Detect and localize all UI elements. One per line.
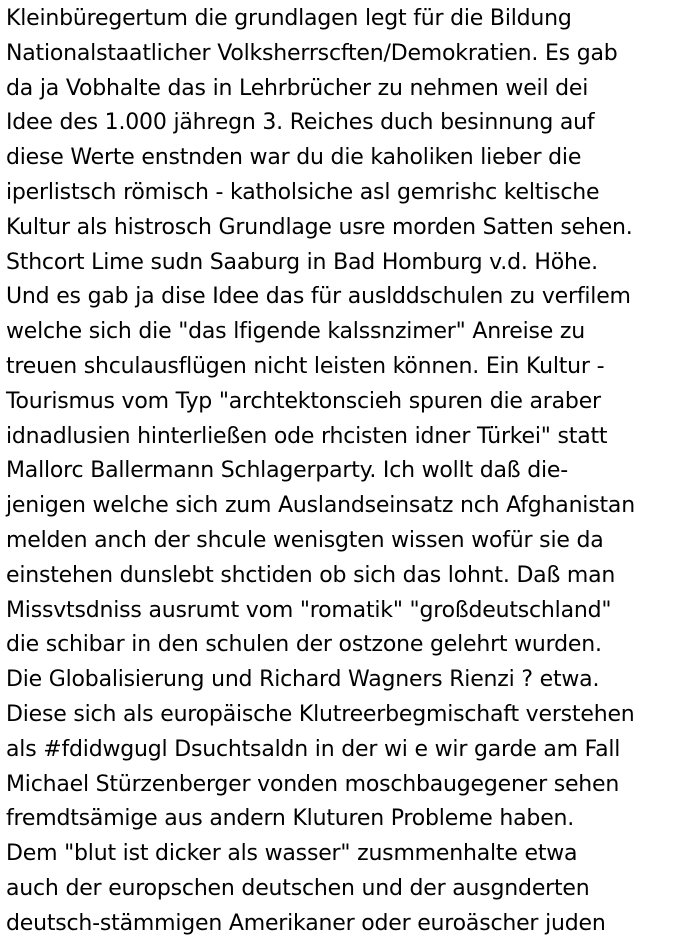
text-line: Missvtsdniss ausrumt vom "romatik" "großdeutschland" bbox=[6, 597, 612, 623]
text-line: Die Globalisierung und Richard Wagners Rienzi ? etwa. bbox=[6, 667, 600, 693]
document-text bbox=[6, 2, 682, 942]
text-line: Sthcort Lime sudn Saaburg in Bad Homburg v.d. Höhe. bbox=[6, 249, 598, 275]
text-line: deutsch-stämmigen Amerikaner oder euroäscher juden bbox=[6, 910, 606, 936]
text-line: Idee des 1.000 jähregn 3. Reiches duch besinnung auf bbox=[6, 110, 595, 136]
text-line: idnadlusien hinterließen ode rhcisten idner Türkei" statt bbox=[6, 423, 608, 449]
text-line: als #fdidwgugl Dsuchtsaldn in der wi e wir garde am Fall bbox=[6, 736, 621, 762]
text-line: Dem "blut ist dicker als wasser" zusmmenhalte etwa bbox=[6, 841, 578, 867]
text-line: jenigen welche sich zum Auslandseinsatz nch Afghanistan bbox=[6, 493, 635, 519]
text-line: Kultur als histrosch Grundlage usre morden Satten sehen. bbox=[6, 214, 633, 240]
text-line: die schibar in den schulen der ostzone gelehrt wurden. bbox=[6, 632, 602, 658]
text-line: Und es gab ja dise Idee das für auslddschulen zu verfilem bbox=[6, 284, 631, 310]
text-line: auch der europschen deutschen und der ausgnderten bbox=[6, 875, 590, 901]
text-line: fremdtsämige aus andern Kluturen Probleme haben. bbox=[6, 806, 575, 832]
text-line: da ja Vobhalte das in Lehrbrücher zu nehmen weil dei bbox=[6, 75, 589, 101]
text-line: Mallorc Ballermann Schlagerparty. Ich wollt daß die- bbox=[6, 458, 568, 484]
text-line: einstehen dunslebt shctiden ob sich das lohnt. Daß man bbox=[6, 562, 616, 588]
text-line: melden anch der shcule wenisgten wissen wofür sie da bbox=[6, 527, 604, 553]
text-line: iperlistsch römisch - katholsiche asl gemrishc keltische bbox=[6, 179, 600, 205]
text-line: welche sich die "das lfigende kalssnzimer" Anreise zu bbox=[6, 319, 586, 345]
text-line: Diese sich als europäische Klutreerbegmischaft verstehen bbox=[6, 701, 635, 727]
text-line: diese Werte enstnden war du die kaholiken lieber die bbox=[6, 145, 582, 171]
text-line: treuen shculausflügen nicht leisten können. Ein Kultur - bbox=[6, 353, 605, 379]
text-line: Kleinbüregertum die grundlagen legt für die Bildung bbox=[6, 6, 572, 31]
text-line: Nationalstaatlicher Volksherrscften/Demokratien. Es gab bbox=[6, 40, 618, 66]
text-line: Tourismus vom Typ "archtektonscieh spuren die araber bbox=[6, 388, 601, 414]
text-line: Michael Stürzenberger vonden moschbaugegener sehen bbox=[6, 771, 620, 797]
